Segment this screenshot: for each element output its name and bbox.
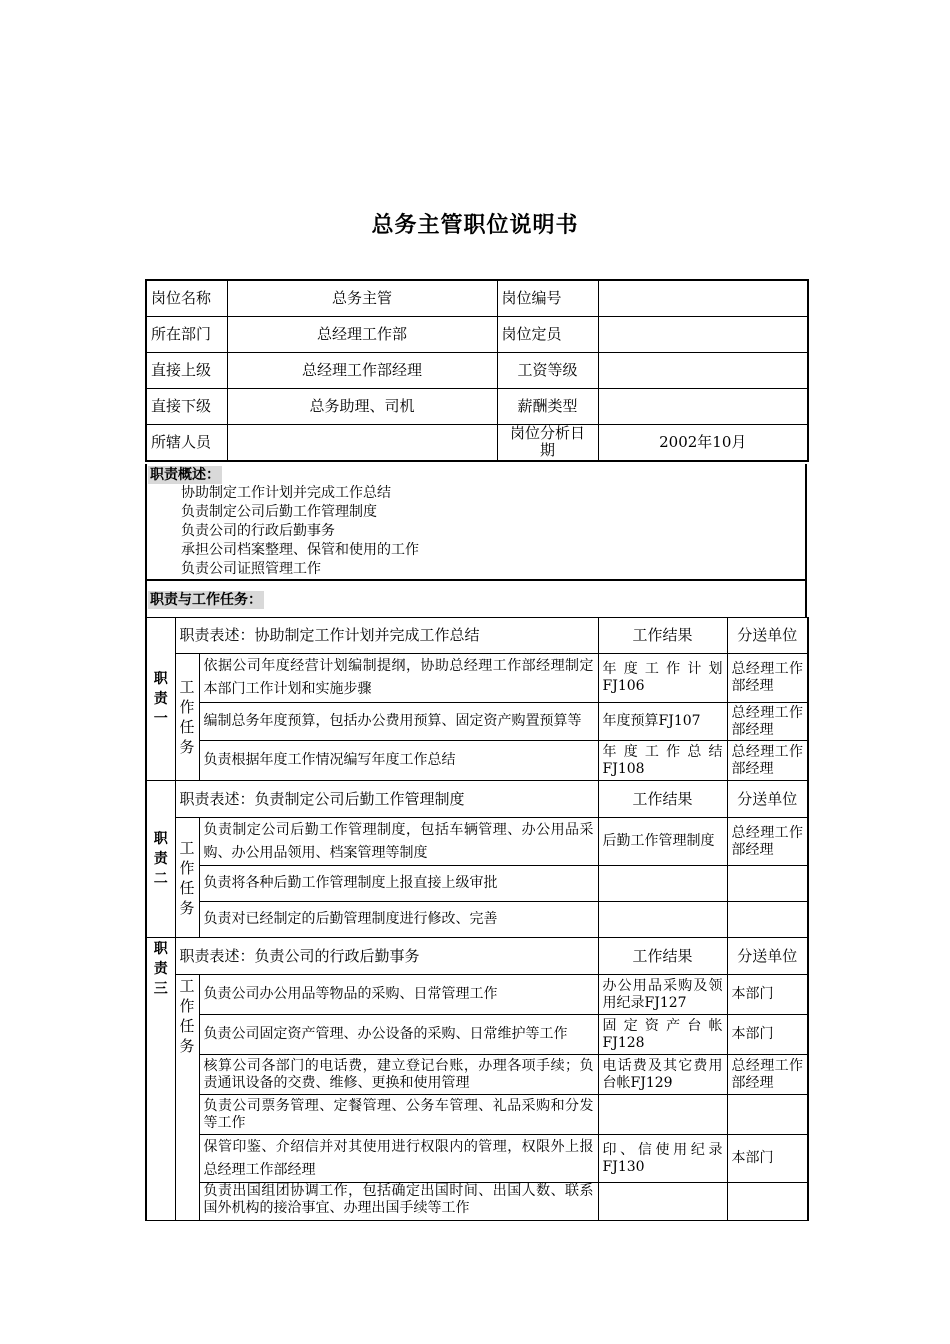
superior-label: 直接上级	[146, 352, 227, 388]
department-label: 所在部门	[146, 316, 227, 352]
summary-item: 协助制定工作计划并完成工作总结	[181, 485, 391, 501]
table-row-recipient: 本部门	[727, 975, 808, 1015]
table-row-task: 负责公司票务管理、定餐管理、公务车管理、礼品采购和分发等工作	[199, 1095, 598, 1135]
table-row-result: 办公用品采购及领用纪录FJ127	[598, 975, 727, 1015]
position-name-label: 岗位名称	[146, 280, 227, 316]
summary-item: 承担公司档案整理、保管和使用的工作	[181, 542, 419, 558]
table-row-task: 依据公司年度经营计划编制提纲，协助总经理工作部经理制定本部门工作计划和实施步骤	[199, 654, 598, 703]
duties-section-header	[145, 581, 807, 617]
duty-1-label: 职责一	[146, 618, 175, 781]
table-row-result: 电话费及其它费用台帐FJ129	[598, 1055, 727, 1095]
duty-3-label: 职责三	[146, 938, 175, 1221]
summary-item: 负责制定公司后勤工作管理制度	[181, 504, 377, 520]
superior-value: 总经理工作部经理	[227, 352, 497, 388]
salary-grade-value	[598, 352, 808, 388]
table-row-result: 后勤工作管理制度	[598, 818, 727, 866]
position-no-value	[598, 280, 808, 316]
basic-info-table	[145, 279, 809, 462]
analysis-date-value: 2002年10月	[598, 424, 808, 461]
table-row-task: 负责公司办公用品等物品的采购、日常管理工作	[199, 975, 598, 1015]
table-row-task: 保管印鉴、介绍信并对其使用进行权限内的管理，权限外上报总经理工作部经理	[199, 1135, 598, 1183]
headcount-value	[598, 316, 808, 352]
pay-type-label: 薪酬类型	[497, 388, 598, 424]
duty-summary-label: 职责概述：	[150, 467, 220, 483]
table-row-result: 年度预算FJ107	[598, 703, 727, 741]
table-row-result	[598, 1183, 727, 1221]
table-row-task: 负责对已经制定的后勤管理制度进行修改、完善	[199, 902, 598, 938]
table-row-result: 印、信使用纪录FJ130	[598, 1135, 727, 1183]
table-row-recipient: 本部门	[727, 1135, 808, 1183]
subordinate-label: 直接下级	[146, 388, 227, 424]
duty-1-result-header: 工作结果	[598, 618, 727, 654]
table-row-result	[598, 902, 727, 938]
table-row-task: 核算公司各部门的电话费，建立登记台账，办理各项手续；负责通讯设备的交费、维修、更换和使用管理	[199, 1055, 598, 1095]
headcount-label: 岗位定员	[497, 316, 598, 352]
table-row-task: 编制总务年度预算，包括办公费用预算、固定资产购置预算等	[199, 703, 598, 741]
table-row-task: 负责制定公司后勤工作管理制度，包括车辆管理、办公用品采购、办公用品领用、档案管理等制度	[199, 818, 598, 866]
duty-2-result-header: 工作结果	[598, 781, 727, 818]
table-row-recipient: 总经理工作部经理	[727, 703, 808, 741]
table-row-result: 年度工作计划FJ106	[598, 654, 727, 703]
duty-3-statement: 职责表述：负责公司的行政后勤事务	[175, 938, 598, 975]
table-row-recipient: 总经理工作部经理	[727, 654, 808, 703]
table-row-result	[598, 866, 727, 902]
position-no-label: 岗位编号	[497, 280, 598, 316]
subordinate-value: 总务助理、司机	[227, 388, 497, 424]
duty-1-statement: 职责表述：协助制定工作计划并完成工作总结	[175, 618, 598, 654]
table-row-recipient	[727, 1183, 808, 1221]
duty-1-task-label: 工作任务	[175, 654, 199, 781]
staff-value	[227, 424, 497, 461]
table-row-recipient: 本部门	[727, 1015, 808, 1055]
duties-table	[145, 617, 809, 1221]
duty-3-result-header: 工作结果	[598, 938, 727, 975]
duty-2-task-label: 工作任务	[175, 818, 199, 938]
table-row-recipient: 总经理工作部经理	[727, 818, 808, 866]
duty-3-task-label: 工作任务	[175, 975, 199, 1221]
duty-3-recipient-header: 分送单位	[727, 938, 808, 975]
table-row-task: 负责出国组团协调工作，包括确定出国时间、出国人数、联系国外机构的接洽事宜、办理出国手续等工作	[199, 1183, 598, 1221]
duty-1-recipient-header: 分送单位	[727, 618, 808, 654]
duty-summary-section	[145, 464, 807, 581]
table-row-result: 年度工作总结FJ108	[598, 741, 727, 781]
position-name-value: 总务主管	[227, 280, 497, 316]
salary-grade-label: 工资等级	[497, 352, 598, 388]
summary-item: 负责公司证照管理工作	[181, 561, 321, 577]
duty-2-statement: 职责表述：负责制定公司后勤工作管理制度	[175, 781, 598, 818]
table-row-result: 固定资产台帐FJ128	[598, 1015, 727, 1055]
analysis-date-label: 岗位分析日期	[497, 424, 598, 461]
table-row-task: 负责根据年度工作情况编写年度工作总结	[199, 741, 598, 781]
table-row-recipient: 总经理工作部经理	[727, 1055, 808, 1095]
duties-section-label: 职责与工作任务：	[150, 592, 262, 608]
table-row-task: 负责公司固定资产管理、办公设备的采购、日常维护等工作	[199, 1015, 598, 1055]
table-row-task: 负责将各种后勤工作管理制度上报直接上级审批	[199, 866, 598, 902]
duty-2-label: 职责二	[146, 781, 175, 938]
summary-item: 负责公司的行政后勤事务	[181, 523, 335, 539]
duty-2-recipient-header: 分送单位	[727, 781, 808, 818]
table-row-result	[598, 1095, 727, 1135]
pay-type-value	[598, 388, 808, 424]
page-title: 总务主管职位说明书	[371, 213, 579, 238]
table-row-recipient: 总经理工作部经理	[727, 741, 808, 781]
staff-label: 所辖人员	[146, 424, 227, 461]
department-value: 总经理工作部	[227, 316, 497, 352]
table-row-recipient	[727, 1095, 808, 1135]
table-row-recipient	[727, 902, 808, 938]
table-row-recipient	[727, 866, 808, 902]
duty-summary-list	[147, 484, 805, 579]
